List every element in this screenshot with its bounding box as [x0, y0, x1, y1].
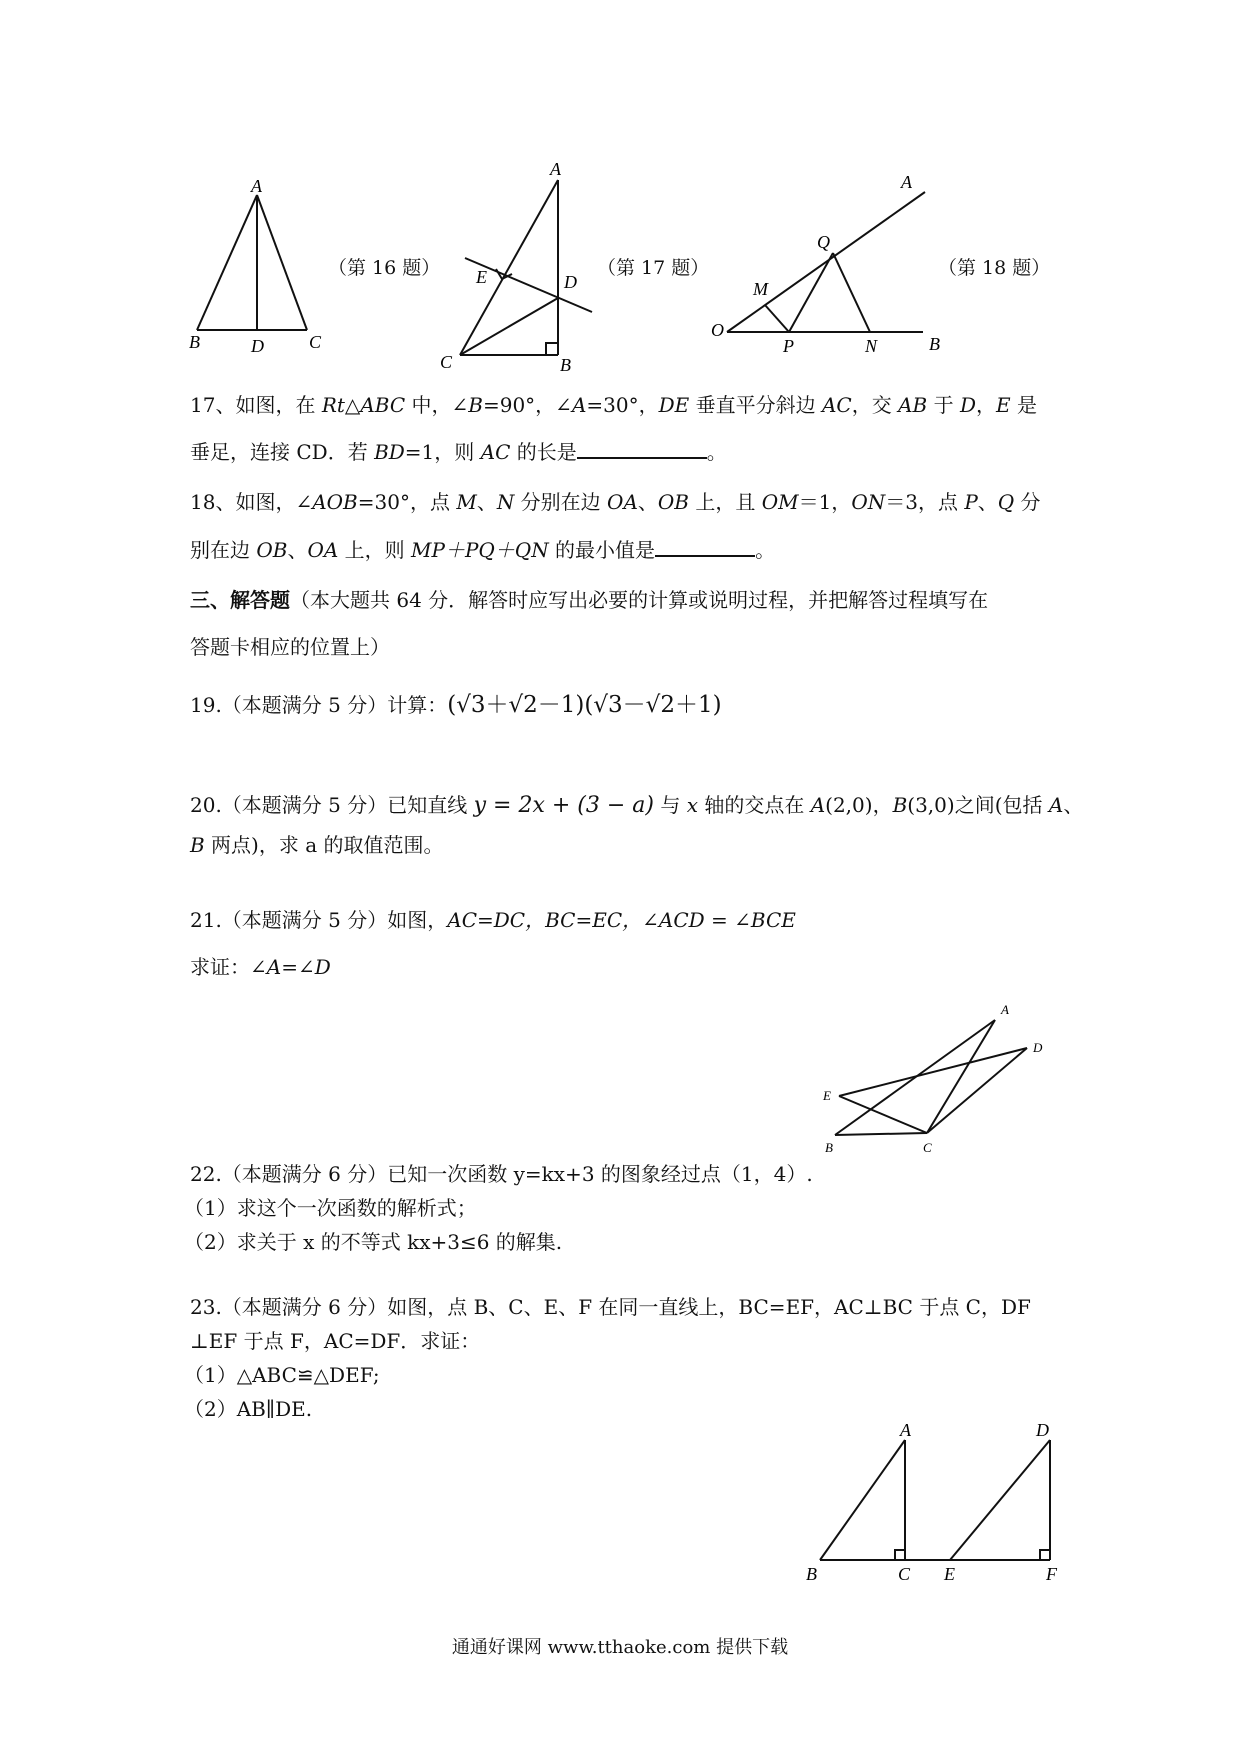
figure-21	[815, 1000, 1055, 1160]
q21-line2: 求证：∠A=∠D	[190, 955, 331, 979]
label-O: O	[711, 320, 724, 340]
q17-line2: 垂足，连接 CD．若 BD=1，则 AC 的长是 。	[190, 437, 727, 467]
label-D: D	[564, 272, 577, 292]
caption-17: （第 17 题）	[597, 257, 710, 279]
figure-23	[800, 1420, 1070, 1590]
caption-16: （第 16 题）	[328, 257, 441, 279]
q18-line2: 别在边 OB、OA 上，则 MP＋PQ＋QN 的最小值是 。	[190, 535, 775, 565]
caption-18: （第 18 题）	[938, 257, 1051, 279]
q19: 19.（本题满分 5 分）计算：(√3＋√2－1)(√3－√2＋1)	[190, 692, 722, 718]
page-footer: 通通好课网 www.tthaoke.com 提供下载	[451, 1637, 789, 1658]
label-A: A	[1001, 1002, 1009, 1017]
q18-line1: 18、如图，∠AOB=30°，点 M、N 分别在边 OA、OB 上，且 OM＝1，ON＝3，点 P、Q 分	[190, 490, 1041, 514]
section3-line1: 三、解答题（本大题共 64 分．解答时应写出必要的计算或说明过程，并把解答过程填写在	[190, 588, 989, 612]
q21-line1: 21.（本题满分 5 分）如图，AC=DC，BC=EC，∠ACD = ∠BCE	[190, 908, 796, 932]
label-B: B	[806, 1564, 817, 1584]
figure-18	[705, 170, 955, 360]
label-A: A	[901, 172, 912, 192]
label-C: C	[440, 352, 453, 372]
answer-blank[interactable]	[655, 535, 755, 557]
label-A: A	[900, 1420, 911, 1440]
label-B: B	[560, 355, 571, 375]
q22-line1: 22.（本题满分 6 分）已知一次函数 y=kx+3 的图象经过点（1，4）.	[190, 1162, 813, 1186]
label-D: D	[1033, 1040, 1043, 1055]
q22-line2: （1）求这个一次函数的解析式；	[184, 1196, 477, 1220]
label-E: E	[476, 267, 487, 287]
label-M: M	[753, 279, 768, 299]
label-D: D	[1036, 1420, 1049, 1440]
answer-blank[interactable]	[577, 437, 707, 459]
label-E: E	[944, 1564, 955, 1584]
label-C: C	[923, 1140, 932, 1155]
label-B: B	[929, 334, 940, 354]
label-C: C	[309, 332, 322, 352]
label-N: N	[865, 336, 878, 356]
section3-line2: 答题卡相应的位置上）	[190, 635, 390, 659]
q17-line1: 17、如图，在 Rt△ABC 中，∠B=90°，∠A=30°，DE 垂直平分斜边 AC，交 AB 于 D，E 是	[190, 393, 1037, 417]
q22-line3: （2）求关于 x 的不等式 kx+3≤6 的解集.	[184, 1230, 563, 1254]
q23-line2: ⊥EF 于点 F，AC=DF．求证：	[190, 1329, 481, 1353]
q23-line4: （2）AB∥DE.	[184, 1397, 313, 1421]
q20-function: y = 2x + (3 − a)	[473, 793, 654, 818]
label-F: F	[1046, 1564, 1057, 1584]
label-Q: Q	[817, 232, 830, 252]
label-B: B	[825, 1140, 833, 1155]
label-C: C	[898, 1564, 911, 1584]
q19-expression: (√3＋√2－1)(√3－√2＋1)	[447, 692, 722, 718]
q23-line1: 23.（本题满分 6 分）如图，点 B、C、E、F 在同一直线上，BC=EF，AC⊥BC 于点 C，DF	[190, 1295, 1031, 1319]
q20-line1: 20.（本题满分 5 分）已知直线 y = 2x + (3 − a) 与 x 轴的交点在 A(2,0)，B(3,0)之间(包括 A、	[190, 793, 1084, 818]
label-A: A	[550, 159, 561, 179]
label-B: B	[189, 332, 200, 352]
q23-line3: （1）△ABC≌△DEF;	[184, 1363, 380, 1387]
section3-title: 三、解答题	[190, 588, 290, 612]
q20-line2: B 两点)，求 a 的取值范围。	[190, 833, 444, 857]
label-E: E	[823, 1088, 831, 1103]
label-P: P	[783, 336, 794, 356]
label-A: A	[251, 180, 262, 196]
figure-17	[430, 155, 605, 375]
label-D: D	[251, 336, 264, 355]
figure-16	[185, 180, 335, 355]
